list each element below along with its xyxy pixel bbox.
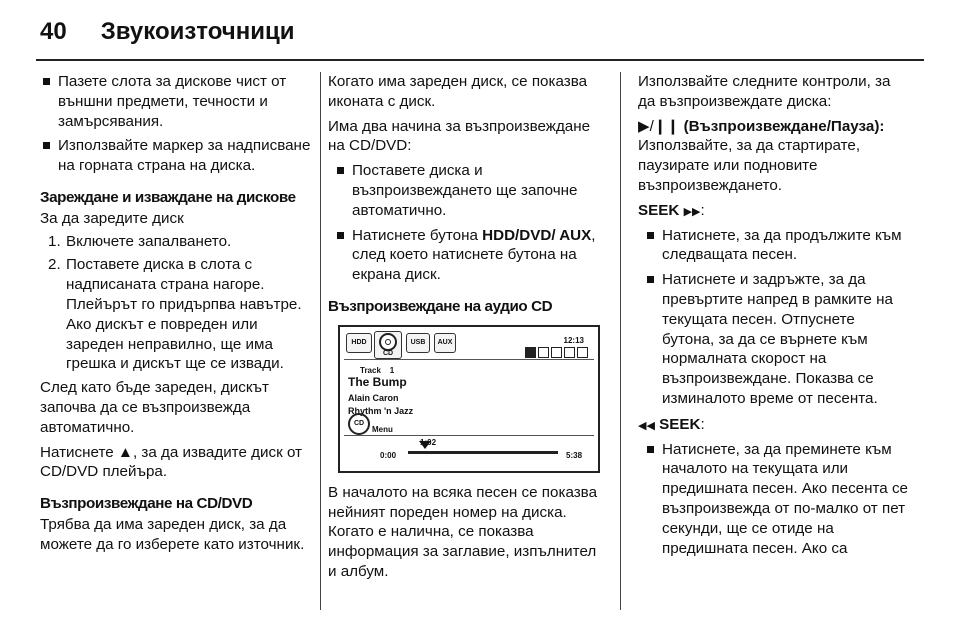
autoplay-paragraph: След като бъде зареден, дискът започва да се възпроизвежда автоматично. bbox=[40, 379, 269, 436]
step-2-number: 2. bbox=[48, 256, 61, 274]
press-text-a: Натиснете бутона bbox=[352, 226, 483, 244]
column-divider-2 bbox=[620, 72, 621, 610]
screen-divider-bottom bbox=[344, 435, 594, 436]
page-title: Звукоизточници bbox=[100, 18, 295, 45]
audio-cd-screen-illustration bbox=[338, 325, 600, 473]
heading-load-eject: Зареждане и изваждане на дискове bbox=[40, 188, 296, 206]
artist: Alain Caron bbox=[348, 392, 399, 403]
hdd-button: HDD bbox=[346, 333, 372, 353]
bullet-previous-track: Натиснете, за да преминете към началото на текущата или предишната песен. Ако песента се възпроизвежда от по-малко от пет секунди, ще се отиде на предишната песен. Ако са bbox=[644, 440, 910, 559]
step-1-text: Включете запалването. bbox=[66, 232, 232, 250]
bullet-insert-disc: Поставете диска и възпроизвеждането ще започне автоматично. bbox=[334, 161, 600, 220]
track-info-paragraph: В началото на всяка песен се показва нейният пореден номер на диска. Когато е налична, се показва информация за заглавие, изпълнител и албум. bbox=[328, 483, 598, 580]
play-pause-icon: ▶/❙❙ bbox=[638, 117, 680, 135]
column-1 bbox=[40, 72, 312, 560]
seek-back-heading bbox=[638, 415, 910, 437]
eject-text-b: , за да извадите диск от CD/DVD плейъра. bbox=[40, 443, 303, 481]
bullet-next-track: Натиснете, за да продължите към следващата песен. bbox=[644, 226, 910, 266]
two-ways-paragraph: Има два начина за възпроизвеждане на CD/DVD: bbox=[328, 117, 591, 155]
disc-icon-paragraph: Когато има зареден диск, се показва иконата с диск. bbox=[328, 73, 588, 110]
play-pause-label: (Възпроизвеждане/Пауза): bbox=[683, 117, 885, 135]
status-icon-5 bbox=[577, 347, 588, 358]
status-icon-4 bbox=[564, 347, 575, 358]
seek-forward-label: SEEK bbox=[638, 201, 680, 219]
play-pause-desc: Използвайте, за да стартирате, паузирате или подновите възпроизвеждането. bbox=[638, 137, 861, 194]
seek-forward-colon: : bbox=[700, 201, 705, 219]
eject-text-a: Натиснете bbox=[40, 443, 118, 461]
cd-disc-button: CD bbox=[348, 413, 370, 435]
select-source-paragraph: Трябва да има зареден диск, за да можете да го изберете като източник. bbox=[40, 515, 305, 553]
screen-frame bbox=[338, 325, 600, 473]
fast-forward-icon: ▶▶ bbox=[683, 205, 701, 218]
bullet-press-hdd-button bbox=[334, 226, 600, 285]
song-title: The Bump bbox=[348, 374, 407, 389]
column-divider-1 bbox=[320, 72, 321, 610]
eject-paragraph bbox=[40, 443, 312, 483]
elapsed-marker-time: 1:02 bbox=[420, 437, 437, 447]
step-2 bbox=[40, 255, 312, 374]
hdd-dvd-aux-label: HDD/DVD/ AUX bbox=[482, 226, 592, 244]
seek-forward-heading bbox=[638, 201, 910, 223]
track-number: 1 bbox=[389, 365, 395, 375]
status-icon-2 bbox=[538, 347, 549, 358]
start-time: 0:00 bbox=[380, 450, 397, 460]
menu-label: Menu bbox=[372, 424, 393, 434]
eject-icon: ▲ bbox=[117, 443, 133, 461]
heading-play-cd-dvd: Възпроизвеждане на CD/DVD bbox=[40, 495, 253, 513]
status-icon-1 bbox=[525, 347, 536, 358]
album: Rhythm 'n Jazz bbox=[348, 405, 414, 416]
page-header bbox=[40, 12, 294, 52]
bullet-fast-forward: Натиснете и задръжте, за да превъртите напред в рамките на текущата песен. Отпуснете бутона, за да се върнете към нормалната скорост на възпроизвеждане. Показва се изминалото време от песента. bbox=[644, 270, 910, 409]
cd-source-label: CD bbox=[382, 349, 394, 357]
play-pause-paragraph bbox=[638, 117, 910, 196]
column-3 bbox=[638, 72, 910, 563]
controls-intro: Използвайте следните контроли, за да възпроизвеждате диска: bbox=[638, 73, 891, 110]
status-icons bbox=[525, 347, 588, 358]
press-text-b: , след което натиснете бутона на екрана диск. bbox=[352, 226, 596, 284]
seek-back-colon: : bbox=[700, 415, 705, 433]
status-icon-3 bbox=[551, 347, 562, 358]
step-1-number: 1. bbox=[48, 232, 61, 250]
usb-button: USB bbox=[406, 333, 430, 353]
load-intro: За да заредите диск bbox=[40, 209, 184, 227]
column-2 bbox=[328, 72, 600, 587]
progress-bar bbox=[408, 451, 558, 454]
rewind-icon: ◀◀ bbox=[638, 419, 655, 432]
clock: 12:13 bbox=[563, 335, 584, 345]
end-time: 5:38 bbox=[566, 450, 583, 460]
seek-back-label: SEEK bbox=[659, 415, 701, 433]
header-rule bbox=[36, 59, 924, 61]
step-1 bbox=[40, 232, 312, 252]
screen-divider-top bbox=[344, 359, 594, 360]
bullet-keep-slot-clean: Пазете слота за дискове чист от външни предмети, течности и замърсявания. bbox=[40, 72, 312, 131]
progress-marker-icon bbox=[419, 441, 431, 449]
aux-button: AUX bbox=[434, 333, 456, 353]
heading-play-audio-cd: Възпроизвеждане на аудио CD bbox=[328, 297, 553, 315]
step-2-text: Поставете диска в слота с надписаната страна нагоре. Плейърът го придърпва навътре. Ако дискът е повреден или зареден неправилно, ще има грешка и дискът ще се извади. bbox=[66, 256, 302, 373]
track-label-text: Track bbox=[360, 365, 381, 375]
bullet-use-marker: Използвайте маркер за надписване на горната страна на диска. bbox=[40, 136, 312, 176]
cd-source-button bbox=[374, 331, 402, 359]
page-number: 40 bbox=[40, 18, 67, 45]
